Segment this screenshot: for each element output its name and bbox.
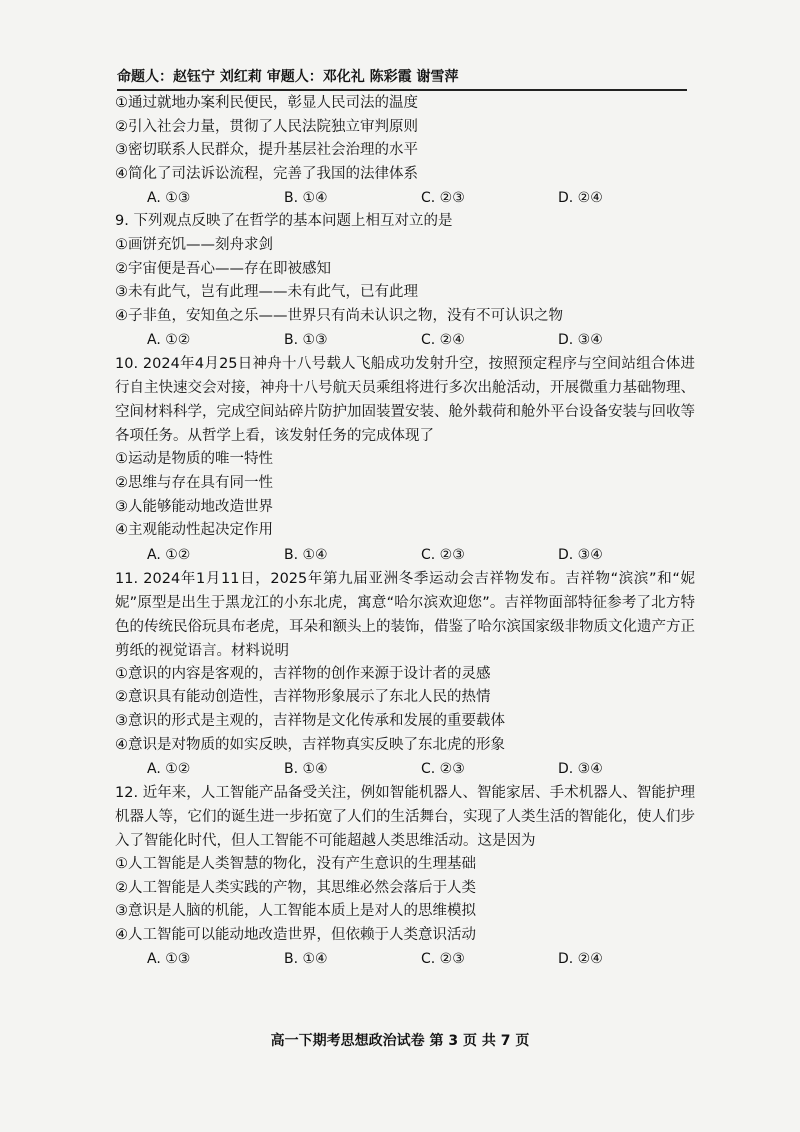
option-item: ③未有此气，岂有此理——未有此气，已有此理 xyxy=(115,284,418,301)
option-item: ①意识的内容是客观的，吉祥物的创作来源于设计者的灵感 xyxy=(115,665,491,682)
choice-d: D. ②④ xyxy=(558,190,603,207)
choice-c: C. ②④ xyxy=(421,332,465,349)
question-stem: 10. 2024年4月25日神舟十八号载人飞船成功发射升空，按照预定程序与空间站组合体进行自主快速交会对接，神舟十八号航天员乘组将进行多次出舱活动，开展微重力基础物理、空间材料科学，完成空间站碎片防护加固装置安装、舱外载荷和舱外平台设备安装与回收等各项任务。从哲学上看，该发射任务的完成体现了 xyxy=(115,356,695,445)
question-stem: 9. 下列观点反映了在哲学的基本问题上相互对立的是 xyxy=(115,213,453,230)
option-item: ②引入社会力量，贯彻了人民法院独立审判原则 xyxy=(115,118,418,135)
choice-d: D. ③④ xyxy=(558,332,603,349)
choice-a: A. ①② xyxy=(147,332,191,349)
question-content xyxy=(115,92,695,971)
option-item: ②意识具有能动创造性，吉祥物形象展示了东北人民的热情 xyxy=(115,689,491,706)
answer-choices xyxy=(115,186,695,210)
choice-c: C. ②③ xyxy=(421,546,465,563)
choice-c: C. ②③ xyxy=(421,761,465,778)
answer-choices xyxy=(115,947,695,971)
choice-d: D. ③④ xyxy=(558,546,603,563)
option-item: ①通过就地办案利民便民，彰显人民司法的温度 xyxy=(115,95,418,111)
option-item: ④主观能动性起决定作用 xyxy=(115,522,273,539)
choice-a: A. ①③ xyxy=(147,190,191,207)
option-item: ④简化了司法诉讼流程，完善了我国的法律体系 xyxy=(115,165,418,182)
choice-a: A. ①② xyxy=(147,546,191,563)
option-item: ③意识是人脑的机能，人工智能本质上是对人的思维模拟 xyxy=(115,903,476,920)
choice-b: B. ①③ xyxy=(284,332,328,349)
question-11 xyxy=(115,567,695,781)
option-item: ③密切联系人民群众，提升基层社会治理的水平 xyxy=(115,142,418,159)
option-item: ②宇宙便是吾心——存在即被感知 xyxy=(115,260,331,277)
option-item: ②思维与存在具有同一性 xyxy=(115,474,273,491)
question-10 xyxy=(115,352,695,566)
choice-d: D. ②④ xyxy=(558,951,603,968)
choice-c: C. ②③ xyxy=(421,951,465,968)
answer-choices xyxy=(115,328,695,352)
choice-b: B. ①④ xyxy=(284,190,328,207)
question-9 xyxy=(115,210,695,352)
setter-header: 命题人：赵钰宁 刘红莉 审题人：邓化礼 陈彩霞 谢雪萍 xyxy=(117,66,687,91)
choice-c: C. ②③ xyxy=(421,190,465,207)
choice-b: B. ①④ xyxy=(284,951,328,968)
choice-a: A. ①② xyxy=(147,761,191,778)
answer-choices xyxy=(115,543,695,567)
option-item: ①画饼充饥——刻舟求剑 xyxy=(115,236,273,253)
option-item: ③意识的形式是主观的，吉祥物是文化传承和发展的重要载体 xyxy=(115,712,505,729)
question-12 xyxy=(115,781,695,971)
choice-a: A. ①③ xyxy=(147,951,191,968)
choice-b: B. ①④ xyxy=(284,546,328,563)
option-item: ④子非鱼，安知鱼之乐——世界只有尚未认识之物，没有不可认识之物 xyxy=(115,307,563,324)
option-item: ①人工智能是人类智慧的物化，没有产生意识的生理基础 xyxy=(115,856,476,873)
option-item: ②人工智能是人类实践的产物，其思维必然会落后于人类 xyxy=(115,879,476,896)
option-item: ④意识是对物质的如实反映，吉祥物真实反映了东北虎的形象 xyxy=(115,736,505,753)
option-item: ①运动是物质的唯一特性 xyxy=(115,451,273,468)
question-stem: 12. 近年来，人工智能产品备受关注，例如智能机器人、智能家居、手术机器人、智能护理机器人等，它们的诞生进一步拓宽了人们的生活舞台，实现了人类生活的智能化，使人们步入了智能化时代，但人工智能不可能超越人类思维活动。这是因为 xyxy=(115,785,695,850)
answer-choices xyxy=(115,757,695,781)
choice-b: B. ①④ xyxy=(284,761,328,778)
page-footer: 高一下期考思想政治试卷 第 3 页 共 7 页 xyxy=(270,1033,530,1049)
option-item: ④人工智能可以能动地改造世界，但依赖于人类意识活动 xyxy=(115,926,476,943)
choice-d: D. ③④ xyxy=(558,761,603,778)
question-8 xyxy=(115,92,695,210)
question-stem: 11. 2024年1月11日，2025年第九届亚洲冬季运动会吉祥物发布。吉祥物“滨滨”和“妮妮”原型是出生于黑龙江的小东北虎，寓意“哈尔滨欢迎您”。吉祥物面部特征参考了北方特色的传统民俗玩具布老虎，耳朵和额头上的装饰，借鉴了哈尔滨国家级非物质文化遗产方正剪纸的视觉语言。材料说明 xyxy=(115,570,695,659)
option-item: ③人能够能动地改造世界 xyxy=(115,498,273,515)
